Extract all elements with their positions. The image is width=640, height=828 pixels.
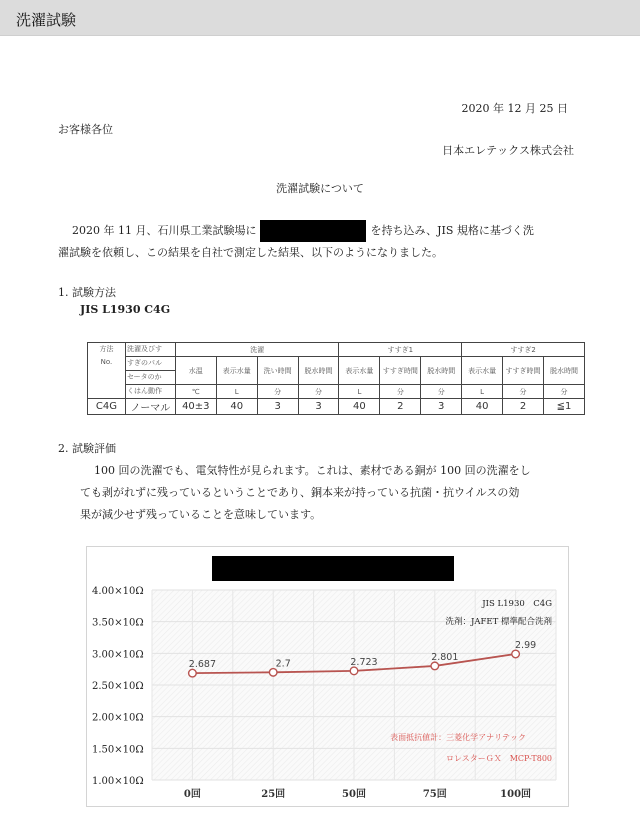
y-tick-label: 1.00×10Ω	[92, 776, 144, 787]
data-label: 2.723	[350, 656, 378, 668]
unit-cell: 分	[298, 385, 339, 399]
section-2-heading: 2. 試験評価	[58, 442, 116, 455]
page-title: 洗濯試験	[16, 11, 77, 29]
agitation-header-line2: すぎのパル	[125, 357, 175, 371]
data-point	[269, 669, 277, 677]
col-header: すすぎ時間	[380, 357, 421, 385]
y-tick-label: 3.00×10Ω	[92, 649, 144, 661]
x-tick-label: 100回	[500, 789, 532, 800]
unit-cell: L	[216, 385, 257, 399]
col-header: 表示水量	[339, 357, 380, 385]
data-label: 2.7	[275, 658, 291, 670]
value-cell: ≦1	[543, 399, 584, 415]
unit-cell: 分	[421, 385, 462, 399]
eval-line-3: 果が減少せず残っていることを意味しています。	[80, 508, 322, 521]
col-header: 脱水時間	[543, 357, 584, 385]
col-header: 洗い時間	[257, 357, 298, 385]
unit-cell: ℃	[175, 385, 216, 399]
agitation-header-line4: くはん動作	[125, 385, 175, 399]
document-title: 洗濯試験について	[276, 182, 364, 195]
agitation-header-line1: 洗濯及びす	[125, 343, 175, 357]
unit-cell: 分	[503, 385, 544, 399]
redacted-chart-title	[212, 556, 454, 581]
value-cell: 2	[380, 399, 421, 415]
x-tick-label: 0回	[183, 789, 201, 800]
data-label: 2.99	[515, 639, 537, 651]
data-label: 2.687	[188, 659, 217, 671]
y-tick-label: 2.50×10Ω	[92, 681, 144, 692]
data-point	[431, 662, 439, 670]
value-cell: 3	[257, 399, 298, 415]
section-1-heading: 1. 試験方法	[58, 286, 116, 299]
group-header-rinse1: すすぎ1	[339, 343, 462, 357]
annotation-meter-line1: 表面抵抗値計：三菱化学アナリテック	[390, 733, 526, 742]
section-1-standard: JIS L1930 C4G	[80, 303, 171, 316]
unit-cell: 分	[380, 385, 421, 399]
method-cell: C4G	[88, 399, 126, 415]
group-header-rinse2: すすぎ2	[462, 343, 585, 357]
intro-text-after: を持ち込み、JIS 規格に基づく洗	[370, 224, 534, 237]
unit-cell: 分	[257, 385, 298, 399]
annotation-detergent: 洗剤：JAFET 標準配合洗剤	[445, 617, 552, 627]
col-header: 表示水量	[216, 357, 257, 385]
x-tick-label: 75回	[422, 789, 447, 800]
y-tick-label: 3.50×10Ω	[92, 617, 144, 629]
y-tick-label: 4.00×10Ω	[92, 586, 144, 597]
col-header: 水温	[175, 357, 216, 385]
col-header: すすぎ時間	[503, 357, 544, 385]
data-point	[350, 667, 358, 675]
eval-line-1: 100 回の洗濯でも、電気特性が見られます。これは、素材である銅が 100 回の洗濯をし	[94, 464, 531, 477]
company-name: 日本エレテックス株式会社	[442, 144, 574, 157]
unit-cell: 分	[543, 385, 584, 399]
data-point	[189, 669, 197, 677]
annotation-meter-line2: ロレスターＧＸ MCP-T800	[445, 754, 552, 763]
value-cell: 3	[298, 399, 339, 415]
eval-line-2: ても剥がれずに残っているということであり、銅本来が持っている抗菌・抗ウイルスの効	[80, 486, 520, 499]
letter-date: 2020 年 12 月 25 日	[461, 102, 568, 115]
col-header: 脱水時間	[298, 357, 339, 385]
method-header-line2: No.	[100, 358, 113, 366]
data-point	[512, 650, 520, 658]
x-axis-ticks	[184, 787, 531, 800]
value-cell: 40	[462, 399, 503, 415]
y-tick-label: 1.50×10Ω	[92, 744, 144, 756]
annotation-standard: JIS L1930 C4G	[482, 599, 552, 609]
y-axis-ticks	[92, 586, 144, 787]
intro-text-before: 2020 年 11 月、石川県工業試験場に	[72, 224, 257, 237]
unit-cell: L	[462, 385, 503, 399]
value-cell: 40	[216, 399, 257, 415]
agitation-header-line3: セータのか	[125, 371, 175, 385]
group-header-wash: 洗濯	[175, 343, 339, 357]
intro-line-2: 濯試験を依頼し、この結果を自社で測定した結果、以下のようになりました。	[58, 246, 443, 259]
unit-cell: L	[339, 385, 380, 399]
method-header-line1: 方法	[99, 345, 114, 353]
agitation-cell: ノーマル	[125, 399, 175, 415]
value-cell: 40±3	[175, 399, 216, 415]
x-tick-label: 25回	[261, 789, 286, 800]
x-tick-label: 50回	[342, 789, 366, 800]
addressee: お客様各位	[58, 123, 113, 136]
value-cell: 2	[503, 399, 544, 415]
value-cell: 40	[339, 399, 380, 415]
y-tick-label: 2.00×10Ω	[92, 712, 144, 724]
data-label: 2.801	[431, 651, 459, 663]
col-header: 脱水時間	[421, 357, 462, 385]
col-header: 表示水量	[462, 357, 503, 385]
value-cell: 3	[421, 399, 462, 415]
